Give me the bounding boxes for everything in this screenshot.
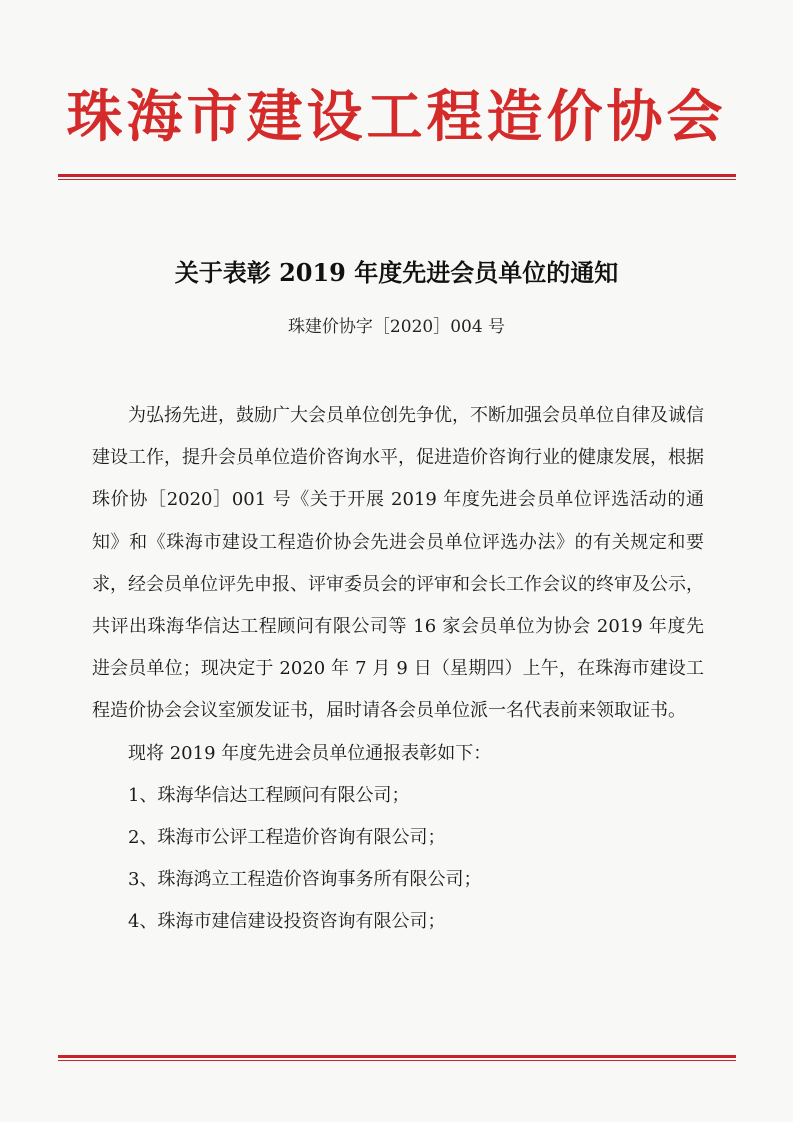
letterhead-red-rule: [58, 174, 736, 180]
body-paragraph: 为弘扬先进，鼓励广大会员单位创先争优，不断加强会员单位自律及诚信建设工作，提升会员单位造价咨询水平，促进造价咨询行业的健康发展，根据珠价协［2020］001 号《关于开展 2019 年度先进会员单位评选活动的通知》和《珠海市建设工程造价协会先进会员单位评选办法》的有关规定和要求，经会员单位评先申报、评审委员会的评审和会长工作会议的终审及公示，共评出珠海华信达工程顾问有限公司等 16 家会员单位为协会 2019 年度先进会员单位；现决定于 2020 年 7 月 9 日（星期四）上午，在珠海市建设工程造价协会会议室颁发证书，届时请各会员单位派一名代表前来领取证书。: [92, 405, 704, 722]
letterhead-org-name: 珠海市建设工程造价协会: [66, 84, 727, 150]
footer-red-rule: [58, 1055, 736, 1061]
document-number: 珠建价协字［2020］004 号: [287, 317, 506, 337]
list-item: 2、珠海市公评工程造价咨询有限公司；: [128, 827, 446, 849]
list-item: 3、珠海鸿立工程造价咨询事务所有限公司；: [128, 869, 482, 891]
list-item: 4、珠海市建信建设投资咨询有限公司；: [128, 911, 446, 933]
document-title: 关于表彰 2019 年度先进会员单位的通知: [174, 258, 619, 287]
list-item: 1、珠海华信达工程顾问有限公司；: [128, 784, 410, 806]
list-intro: 现将 2019 年度先进会员单位通报表彰如下：: [128, 742, 492, 764]
document-body: [92, 395, 704, 944]
